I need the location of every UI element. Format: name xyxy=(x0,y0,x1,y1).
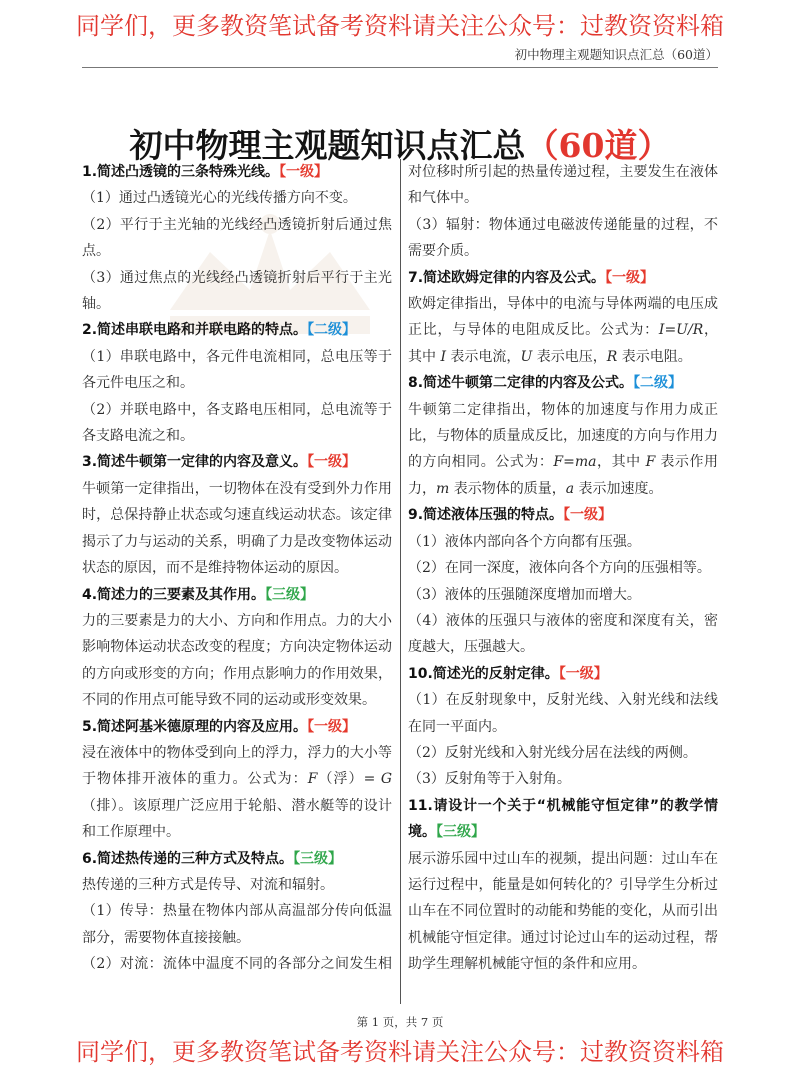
answer-paragraph: （1）传导：热量在物体内部从高温部分传向低温部分，需要物体直接接触。 xyxy=(82,903,392,946)
question-3 xyxy=(82,449,392,581)
question-heading xyxy=(408,502,718,528)
question-4 xyxy=(82,582,392,714)
level-badge: 【一级】 xyxy=(605,269,655,286)
text-run: ，其中 xyxy=(408,322,718,365)
question-title: 8.简述牛顿第二定律的内容及公式。 xyxy=(408,375,634,392)
answer-paragraph: （1）串联电路中，各元件电流相同，总电压等于各元件电压之和。 xyxy=(82,348,392,392)
question-heading xyxy=(82,582,392,608)
formula-symbol: F=ma xyxy=(553,454,597,471)
text-run: （排）。该原理广泛应用于轮船、潜水艇等的设计和工作原理中。 xyxy=(82,797,392,841)
text-run: ，其中 xyxy=(596,454,646,471)
answer-paragraph: （1）液体内部向各个方向都有压强。 xyxy=(408,533,641,550)
text-run: 表示作用力， xyxy=(408,454,718,497)
text-run: 表示电阻。 xyxy=(617,348,692,365)
formula-symbol: R xyxy=(606,348,618,365)
level-badge: 【三级】 xyxy=(436,824,485,841)
question-title: 9.简述液体压强的特点。 xyxy=(408,507,564,524)
answer-paragraph: （2）并联电路中，各支路电压相同，总电流等于各支路电流之和。 xyxy=(82,401,392,445)
answer-paragraph: （3）反射角等于入射角。 xyxy=(408,771,571,788)
text-run: 表示电压， xyxy=(532,348,607,365)
question-title: 7.简述欧姆定律的内容及公式。 xyxy=(408,269,606,286)
level-badge: 【一级】 xyxy=(558,665,608,682)
answer-paragraph xyxy=(82,740,392,846)
text-run: 欧姆定律指出，导体中的电流与导体两端的电压成正比，与导体的电阻成反比。公式为： xyxy=(408,296,718,339)
question-title: 2.简述串联电路和并联电路的特点。 xyxy=(82,322,308,339)
level-badge: 【一级】 xyxy=(307,454,357,471)
question-9 xyxy=(408,502,718,660)
question-heading xyxy=(408,661,718,687)
answer-paragraph: （1）在反射现象中，反射光线、入射光线和法线在同一平面内。 xyxy=(408,692,718,735)
text-run: 表示电流， xyxy=(445,348,521,365)
question-heading xyxy=(408,265,718,291)
level-badge: 【三级】 xyxy=(293,850,343,867)
question-heading xyxy=(408,793,718,846)
answer-paragraph: （3）液体的压强随深度增加而增大。 xyxy=(408,586,641,603)
question-title: 1.简述凸透镜的三条特殊光线。 xyxy=(82,164,280,180)
level-badge: 【二级】 xyxy=(633,375,683,392)
text-run: 表示物体的质量， xyxy=(449,480,566,497)
answer-paragraph: 热传递的三种方式是传导、对流和辐射。 xyxy=(82,876,334,893)
formula-symbol: I xyxy=(440,348,446,365)
answer-paragraph xyxy=(408,291,718,370)
page-number: 第 1 页，共 7 页 xyxy=(356,1015,444,1029)
answer-paragraph: （3）辐射：物体通过电磁波传递能量的过程，不需要介质。 xyxy=(408,216,718,260)
level-badge: 【一级】 xyxy=(563,507,613,524)
question-title: 11.请设计一个关于“机械能守恒定律”的教学情境。 xyxy=(408,797,718,841)
question-10 xyxy=(408,661,718,793)
answer-paragraph: 牛顿第一定律指出，一切物体在没有受到外力作用时，总保持静止状态或匀速直线运动状态。该定律揭示了力与运动的关系，明确了力是改变物体运动状态的原因，而不是维持物体运动的原因。 xyxy=(82,480,392,577)
question-heading xyxy=(408,370,718,396)
promo-banner-bottom: 同学们，更多教资笔试备考资料请关注公众号：过教资资料箱 xyxy=(76,1038,724,1066)
question-title: 5.简述阿基米德原理的内容及应用。 xyxy=(82,718,308,735)
question-7 xyxy=(408,265,718,371)
question-title: 4.简述力的三要素及其作用。 xyxy=(82,586,266,603)
text-run: 牛顿第二定律指出，物体的加速度与作用力成正比，与物体的质量成反比，加速度的方向与作用力的方向相同。公式为： xyxy=(408,401,718,471)
text-run: 浸在液体中的物体受到向上的浮力，浮力的大小等于物体排开液体的重力。公式为： xyxy=(82,744,392,788)
formula-symbol: F xyxy=(307,771,318,788)
running-header: 初中物理主观题知识点汇总（60道） xyxy=(514,47,718,62)
promo-banner-top: 同学们，更多教资笔试备考资料请关注公众号：过教资资料箱 xyxy=(76,12,724,40)
level-badge: 【一级】 xyxy=(307,718,357,735)
question-8 xyxy=(408,370,718,502)
answer-paragraph xyxy=(408,397,718,503)
answer-paragraph: （4）液体的压强只与液体的密度和深度有关，密度越大，压强越大。 xyxy=(408,612,718,656)
question-11 xyxy=(408,793,718,978)
text-run: （浮）= xyxy=(317,771,381,788)
answer-paragraph: （3）通过焦点的光线经凸透镜折射后平行于主光轴。 xyxy=(82,269,392,313)
text-run: 表示加速度。 xyxy=(574,480,663,497)
formula-symbol: U xyxy=(520,348,533,365)
question-heading xyxy=(82,159,392,185)
formula-symbol: a xyxy=(565,480,575,497)
question-title: 6.简述热传递的三种方式及特点。 xyxy=(82,850,294,867)
level-badge: 【二级】 xyxy=(307,322,357,339)
header-divider xyxy=(82,67,718,68)
qa-columns xyxy=(82,159,718,1004)
answer-paragraph: （1）通过凸透镜光心的光线传播方向不变。 xyxy=(82,190,357,207)
question-heading xyxy=(82,449,392,475)
formula-symbol: G xyxy=(380,771,393,788)
answer-paragraph: 展示游乐园中过山车的视频，提出问题：过山车在运行过程中，能量是如何转化的？引导学生分析过山车在不同位置时的动能和势能的变化，从而引出机械能守恒定律。通过讨论过山车的运动过程，帮助学生理解机械能守恒的条件和应用。 xyxy=(408,850,718,973)
answer-paragraph: （2）平行于主光轴的光线经凸透镜折射后通过焦点。 xyxy=(82,216,392,260)
question-2 xyxy=(82,317,392,449)
answer-paragraph: （2）反射光线和入射光线分居在法线的两侧。 xyxy=(408,744,697,761)
question-title: 10.简述光的反射定律。 xyxy=(408,665,559,682)
question-5 xyxy=(82,714,392,846)
question-heading xyxy=(82,714,392,740)
formula-symbol: F xyxy=(645,454,656,471)
question-title: 3.简述牛顿第一定律的内容及意义。 xyxy=(82,454,308,471)
question-1 xyxy=(82,159,392,317)
level-badge: 【三级】 xyxy=(265,586,315,603)
answer-paragraph: （2）对流：流体中温度不同的各部分之间发生相对位移时所引起的热量传递过程，主要发生在液体和气体中。 xyxy=(82,164,718,973)
question-heading xyxy=(82,317,392,343)
answer-paragraph: （2）在同一深度，液体向各个方向的压强相等。 xyxy=(408,560,711,577)
formula-symbol: I=U/R xyxy=(658,322,704,339)
formula-symbol: m xyxy=(436,480,450,497)
page-title-main: 初中物理主观题知识点汇总 xyxy=(129,126,526,166)
page-title-count: （60道） xyxy=(525,126,671,166)
question-heading xyxy=(82,846,392,872)
answer-paragraph: 力的三要素是力的大小、方向和作用点。力的大小影响物体运动状态改变的程度；方向决定物体运动的方向或形变的方向；作用点影响力的作用效果，不同的作用点可能导致不同的运动或形变效果。 xyxy=(82,612,392,709)
level-badge: 【一级】 xyxy=(279,164,329,180)
